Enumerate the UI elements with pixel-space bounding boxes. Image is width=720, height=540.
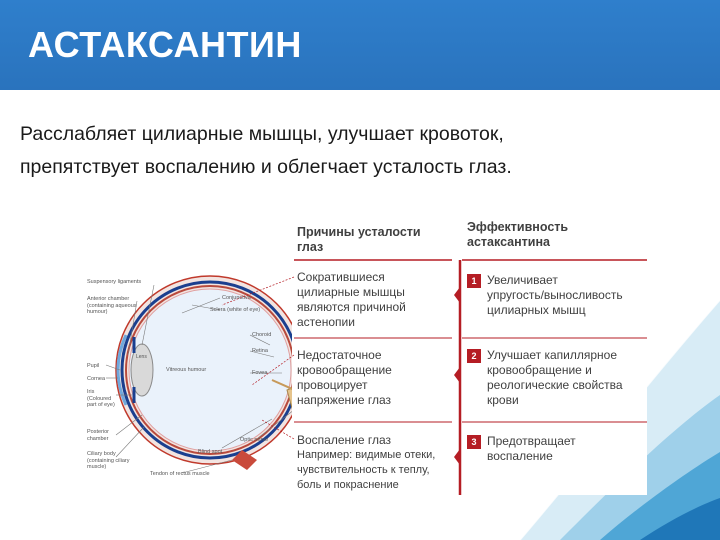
label-cornea: Cornea (87, 376, 106, 382)
effect-3 (487, 434, 576, 464)
label-ciliary-3: muscle) (87, 464, 107, 470)
effect-1-number: 1 (467, 274, 481, 288)
body-line-2: препятствует воспалению и облегчает усталость глаз. (20, 156, 512, 178)
cause-1-line-1: Сократившиеся (297, 270, 385, 284)
effect-2-line-2: кровообращение и (487, 363, 592, 377)
slide-title: АСТАКСАНТИН (28, 24, 302, 65)
cause-3-line-2: Например: видимые отеки, (297, 449, 436, 461)
causes-header-line-1: Причины усталости (297, 225, 421, 239)
effect-1-line-1: Увеличивает (487, 273, 558, 287)
cause-3 (297, 433, 435, 493)
astaxanthin-figure (82, 205, 647, 495)
label-retina: Retina (252, 348, 268, 354)
label-posterior-1: Posterior (87, 429, 110, 435)
cause-1-line-4: астенопии (297, 315, 355, 329)
label-posterior-2: chamber (87, 435, 109, 442)
label-anterior-2: (containing aqueous (87, 302, 137, 309)
effect-2-line-4: крови (487, 393, 519, 407)
effect-2-line-3: реологические свойства (487, 378, 623, 392)
label-ciliary-2: (containing ciliary (87, 457, 130, 464)
label-iris-3: part of eye) (87, 402, 115, 408)
cause-2 (297, 348, 392, 408)
effect-3-line-1: Предотвращает (487, 434, 576, 448)
effect-2-number: 2 (467, 349, 481, 363)
label-choroid: Choroid (252, 332, 272, 338)
effect-1-line-3: цилиарных мышц (487, 303, 586, 317)
causes-header-line-2: глаз (297, 240, 324, 254)
cause-2-line-2: кровообращение (297, 363, 392, 377)
label-anterior-1: Anterior chamber (87, 296, 130, 302)
label-anterior-3: humour) (87, 309, 108, 315)
label-blind-spot: Blind spot (198, 449, 223, 455)
label-fovea: Fovea (252, 370, 268, 376)
label-pupil: Pupil (87, 363, 100, 369)
cause-3-line-1: Воспаление глаз (297, 433, 392, 447)
label-lens: Lens (136, 354, 147, 360)
label-suspensory: Suspensory ligaments (87, 279, 142, 285)
label-vitreous: Vitreous humour (166, 367, 207, 373)
cause-1 (297, 270, 406, 330)
effect-2-line-1: Улучшает капиллярное (487, 348, 618, 362)
effects-header-line-1: Эффективность (467, 220, 569, 234)
label-tendon: Tendon of rectus muscle (150, 471, 210, 477)
label-iris-2: (Coloured (87, 395, 112, 402)
effect-1 (487, 273, 623, 318)
label-sclera: Sclera (white of eye) (210, 307, 261, 313)
effect-2 (487, 348, 623, 408)
cause-1-line-3: являются причиной (297, 300, 406, 314)
body-line-1: Расслабляет цилиарные мышцы, улучшает кровоток, (20, 123, 504, 145)
label-ciliary-1: Ciliary body (87, 451, 116, 457)
cause-1-line-2: цилиарные мышцы (297, 285, 405, 299)
effects-header-line-2: астаксантина (467, 235, 550, 249)
cause-2-line-1: Недостаточное (297, 348, 382, 362)
cause-3-line-3: чувствительность к теплу, (297, 464, 430, 476)
cause-2-line-4: напряжение глаз (297, 393, 392, 407)
effect-3-number: 3 (467, 435, 481, 449)
cause-2-line-3: провоцирует (297, 378, 368, 392)
effect-3-line-2: воспаление (487, 449, 553, 463)
cause-3-line-4: боль и покраснение (297, 479, 399, 491)
label-conjunctiva: Conjunctiva (222, 295, 251, 301)
label-optic-nerve: Optic nerve (240, 437, 269, 443)
label-iris-1: Iris (87, 389, 95, 395)
effect-1-line-2: упругость/выносливость (487, 288, 623, 302)
